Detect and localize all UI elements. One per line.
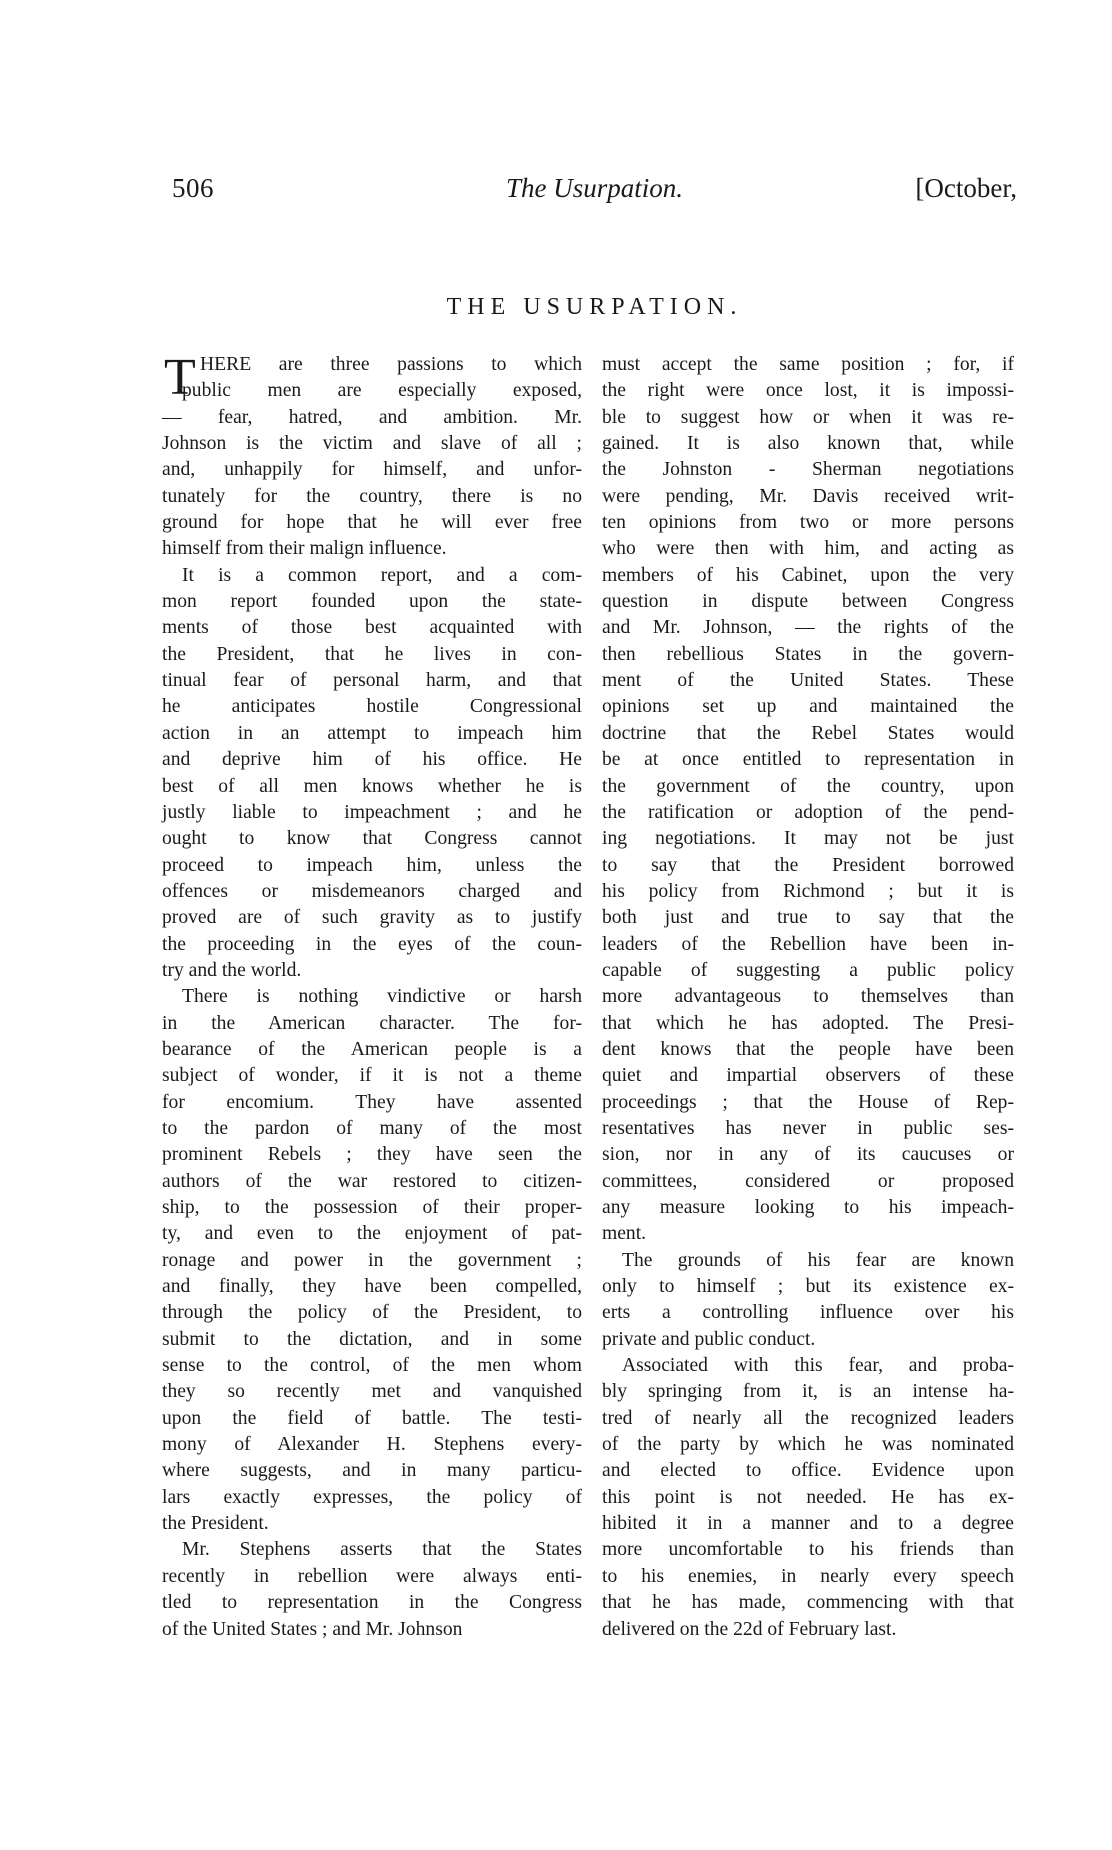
text-line: There is nothing vindictive or harsh: [182, 986, 582, 1008]
paragraph: [162, 349, 582, 563]
text-line: ten opinions from two or more persons: [602, 512, 1014, 534]
text-line: erts a controlling influence over his: [602, 1302, 1014, 1324]
text-line: for encomium. They have assented: [162, 1091, 582, 1113]
text-line: members of his Cabinet, upon the very: [602, 564, 1014, 586]
text-line: gained. It is also known that, while: [602, 433, 1014, 455]
text-line: sense to the control, of the men whom: [162, 1355, 582, 1377]
text-line: proved are of such gravity as to justify: [162, 907, 582, 929]
text-line: where suggests, and in many particu-: [162, 1460, 582, 1482]
text-line: upon the field of battle. The testi-: [162, 1407, 582, 1429]
text-line: ment.: [602, 1223, 647, 1245]
text-line: more advantageous to themselves than: [602, 986, 1014, 1008]
text-line: resentatives has never in public ses-: [602, 1117, 1014, 1139]
text-line: lars exactly expresses, the policy of: [162, 1486, 582, 1508]
text-line: subject of wonder, if it is not a theme: [162, 1065, 582, 1087]
page-number: 506: [172, 173, 214, 203]
text-line: private and public conduct.: [602, 1328, 816, 1350]
text-line: ronage and power in the government ;: [162, 1249, 582, 1271]
text-line: he anticipates hostile Congressional: [162, 696, 582, 718]
text-line: this point is not needed. He has ex-: [602, 1486, 1014, 1508]
text-line: that he has made, commencing with that: [602, 1592, 1014, 1614]
text-line: best of all men knows whether he is: [162, 775, 582, 797]
paragraph: [602, 1353, 1014, 1643]
text-line: HERE are three passions to which: [200, 354, 582, 375]
text-line: justly liable to impeachment ; and he: [162, 801, 582, 823]
text-line: of the party by which he was nominated: [602, 1434, 1014, 1456]
text-line: The grounds of his fear are known: [622, 1249, 1014, 1271]
text-line: committees, considered or proposed: [602, 1170, 1014, 1192]
text-line: offences or misdemeanors charged and: [162, 880, 582, 902]
text-line: ing negotiations. It may not be just: [602, 828, 1014, 850]
text-line: then rebellious States in the govern-: [602, 643, 1014, 665]
text-line: Mr. Stephens asserts that the States: [182, 1539, 582, 1561]
text-line: tred of nearly all the recognized leaders: [602, 1407, 1014, 1429]
paragraph: [602, 1248, 1014, 1353]
text-line: submit to the dictation, and in some: [162, 1328, 582, 1350]
text-line: ble to suggest how or when it was re-: [602, 406, 1014, 428]
text-line: and finally, they have been compelled,: [162, 1276, 582, 1298]
paragraph: [162, 563, 582, 985]
text-line: action in an attempt to impeach him: [162, 722, 582, 744]
text-line: ment of the United States. These: [602, 670, 1014, 692]
text-line: any measure looking to his impeach-: [602, 1197, 1014, 1218]
text-line: bearance of the American people is a: [162, 1038, 582, 1060]
text-line: ty, and even to the enjoyment of pat-: [162, 1223, 582, 1245]
text-line: be at once entitled to representation in: [602, 749, 1014, 771]
text-line: capable of suggesting a public policy: [602, 959, 1014, 981]
text-line: the President, that he lives in con-: [162, 643, 582, 665]
text-line: ship, to the possession of their proper-: [162, 1197, 582, 1218]
text-line: sion, nor in any of its caucuses or: [602, 1144, 1014, 1166]
article-title: THE USURPATION.: [446, 294, 743, 320]
paragraph: [162, 1537, 582, 1642]
text-line: and elected to office. Evidence upon: [602, 1460, 1014, 1482]
text-line: that which he has adopted. The Presi-: [602, 1012, 1014, 1034]
text-line: and deprive him of his office. He: [162, 749, 582, 771]
text-line: must accept the same position ; for, if: [602, 354, 1014, 375]
text-line: the right were once lost, it is impossi-: [602, 380, 1014, 402]
text-line: the ratification or adoption of the pend-: [602, 801, 1014, 823]
text-line: — fear, hatred, and ambition. Mr.: [162, 406, 582, 428]
text-line: to say that the President borrowed: [602, 854, 1014, 876]
text-line: hibited it in a manner and to a degree: [602, 1513, 1014, 1535]
text-line: proceed to impeach him, unless the: [162, 854, 582, 876]
running-head: [172, 168, 1017, 208]
text-line: more uncomfortable to his friends than: [602, 1539, 1014, 1561]
text-line: ground for hope that he will ever free: [162, 512, 582, 534]
paragraph: [162, 984, 582, 1537]
text-line: delivered on the 22d of February last.: [602, 1618, 897, 1640]
text-line: question in dispute between Congress: [602, 591, 1014, 613]
text-line: they so recently met and vanquished: [162, 1381, 582, 1403]
right-column: [602, 352, 1014, 1643]
text-line: prominent Rebels ; they have seen the: [162, 1144, 582, 1166]
text-line: himself from their malign influence.: [162, 538, 447, 560]
text-line: and Mr. Johnson, — the rights of the: [602, 617, 1014, 639]
text-line: only to himself ; but its existence ex-: [602, 1276, 1014, 1298]
text-line: both just and true to say that the: [602, 907, 1014, 929]
text-line: tunately for the country, there is no: [162, 485, 582, 507]
text-line: of the United States ; and Mr. Johnson: [162, 1618, 463, 1640]
drop-cap: T: [164, 349, 196, 406]
text-line: recently in rebellion were always enti-: [162, 1565, 582, 1587]
text-line: were pending, Mr. Davis received writ-: [602, 485, 1014, 507]
text-line: mony of Alexander H. Stephens every-: [162, 1434, 582, 1456]
text-line: ought to know that Congress cannot: [162, 828, 582, 850]
text-line: proceedings ; that the House of Rep-: [602, 1091, 1014, 1113]
text-line: It is a common report, and a com-: [182, 564, 582, 586]
text-line: bly springing from it, is an intense ha-: [602, 1381, 1014, 1403]
text-line: through the policy of the President, to: [162, 1302, 582, 1324]
text-line: opinions set up and maintained the: [602, 696, 1014, 718]
running-title: The Usurpation.: [505, 173, 684, 203]
text-line: try and the world.: [162, 959, 302, 981]
text-line: the President.: [162, 1513, 269, 1535]
text-line: who were then with him, and acting as: [602, 538, 1014, 560]
text-line: his policy from Richmond ; but it is: [602, 880, 1014, 902]
text-line: tinual fear of personal harm, and that: [162, 670, 582, 692]
text-line: authors of the war restored to citizen-: [162, 1170, 582, 1192]
text-line: leaders of the Rebellion have been in-: [602, 933, 1014, 955]
text-line: the Johnston - Sherman negotiations: [602, 459, 1014, 481]
text-line: doctrine that the Rebel States would: [602, 722, 1014, 744]
text-line: to his enemies, in nearly every speech: [602, 1565, 1014, 1587]
text-line: to the pardon of many of the most: [162, 1117, 582, 1139]
left-column: [162, 349, 582, 1643]
text-line: and, unhappily for himself, and unfor-: [162, 459, 582, 481]
text-line: dent knows that the people have been: [602, 1038, 1014, 1060]
text-line: the government of the country, upon: [602, 775, 1014, 797]
text-line: Associated with this fear, and proba-: [622, 1355, 1014, 1377]
text-line: in the American character. The for-: [162, 1012, 582, 1034]
text-line: mon report founded upon the state-: [162, 591, 582, 613]
text-line: public men are especially exposed,: [182, 380, 582, 402]
issue-month: [October,: [915, 173, 1017, 203]
text-line: tled to representation in the Congress: [162, 1592, 582, 1614]
text-line: ments of those best acquainted with: [162, 617, 582, 639]
paragraph: [602, 352, 1014, 1248]
text-line: quiet and impartial observers of these: [602, 1065, 1014, 1087]
text-line: Johnson is the victim and slave of all ;: [162, 433, 582, 455]
text-line: the proceeding in the eyes of the coun-: [162, 933, 582, 955]
